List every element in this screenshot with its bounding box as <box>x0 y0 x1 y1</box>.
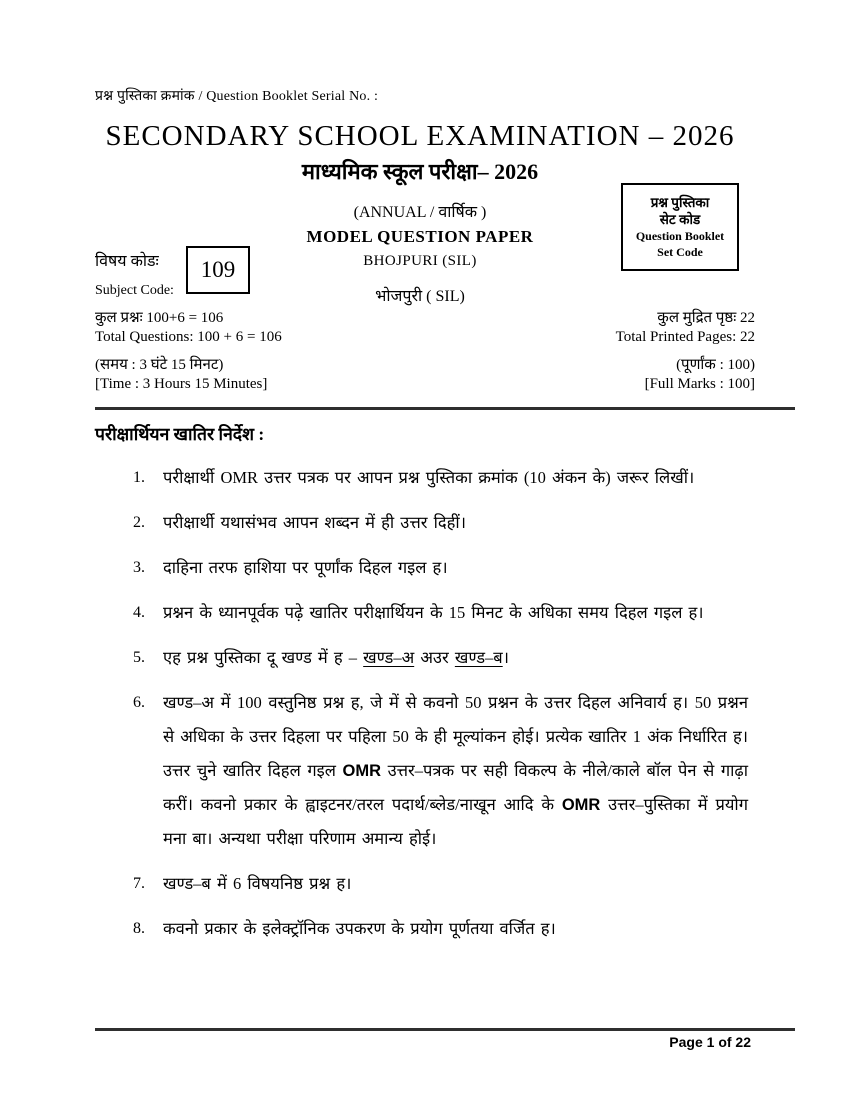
instruction-text <box>163 551 748 585</box>
instruction-text <box>163 461 748 495</box>
time-hindi: (समय : 3 घंटे 15 मिनट) <box>95 357 224 373</box>
subject-code-label-english: Subject Code: <box>95 283 174 298</box>
instruction-text-segment: खण्ड–अ में 100 वस्तुनिष्ठ प्रश्न ह, जे में से कवनो 50 प्रश्नन के उत्तर दिहल अनिवार्य ह। 50 प्रश्नन से अधिका के उत्तर दिहला पर पहिला 50 के ही मूल्यांकन होई। प्रत्येक खातिर 1 अंक निर्धारित ह। उत्तर चुने खातिर दिहल गइल <box>163 693 748 780</box>
instruction-text-segment: उत्तर–पुस्तिका में प्रयोग मना बा। अन्यथा परीक्षा परिणाम अमान्य होई। <box>163 795 748 848</box>
paper-type-title: MODEL QUESTION PAPER <box>306 227 534 246</box>
instruction-number: 1. <box>133 469 145 486</box>
instruction-number: 6. <box>133 694 145 711</box>
full-marks-hindi: (पूर्णांक : 100) <box>676 357 755 373</box>
time-english: [Time : 3 Hours 15 Minutes] <box>95 376 268 392</box>
instruction-item <box>95 641 748 675</box>
exam-title-english: SECONDARY SCHOOL EXAMINATION – 2026 <box>105 120 735 152</box>
page-number-label: Page 1 of 22 <box>669 1034 751 1050</box>
instruction-text <box>163 867 748 901</box>
set-code-box-line3: Question Booklet <box>635 228 725 243</box>
full-marks-english: [Full Marks : 100] <box>644 376 755 392</box>
instruction-text-segment: परीक्षार्थी यथासंभव आपन शब्दन में ही उत्तर दिहीं। <box>163 513 466 532</box>
instruction-item <box>95 596 748 630</box>
footer-divider-rule <box>95 1028 795 1031</box>
instruction-text-segment: खण्ड–ब में 6 विषयनिष्ठ प्रश्न ह। <box>163 874 352 893</box>
set-code-box-line2: सेट कोड <box>659 212 701 228</box>
subject-code-label-hindi: विषय कोडः <box>95 253 159 270</box>
annual-line: (ANNUAL / वार्षिक ) <box>353 204 487 221</box>
instruction-item <box>95 506 748 540</box>
instruction-item <box>95 867 748 901</box>
instruction-text <box>163 506 748 540</box>
instruction-text-segment: OMR <box>342 762 381 780</box>
instruction-text <box>163 686 748 856</box>
instruction-item <box>95 912 748 946</box>
instruction-item <box>95 461 748 495</box>
instruction-text-segment: अउर <box>414 648 455 667</box>
instruction-text-segment: उत्तर–पत्रक पर सही विकल्प के नीले/काले बॉल पेन से गाढ़ा करीं। कवनो प्रकार के ह्वाइटनर/तरल पदार्थ/ब्लेड/नाखून आदि के <box>163 761 748 814</box>
instruction-text-segment: एह प्रश्न पुस्तिका दू खण्ड में ह – <box>163 648 364 667</box>
instruction-text-segment: खण्ड–ब <box>454 648 503 667</box>
total-pages-english: Total Printed Pages: 22 <box>615 329 755 345</box>
instruction-number: 3. <box>133 559 145 576</box>
instruction-number: 5. <box>133 649 145 666</box>
info-row-totals-hindi <box>95 307 755 327</box>
exam-title-hindi: माध्यमिक स्कूल परीक्षा– 2026 <box>301 159 539 184</box>
set-code-box-line1: प्रश्न पुस्तिका <box>650 194 710 210</box>
instruction-number: 2. <box>133 514 145 531</box>
instruction-text <box>163 596 748 630</box>
booklet-serial-label: प्रश्न पुस्तिका क्रमांक / Question Booklet Serial No. : <box>95 89 379 104</box>
instruction-number: 4. <box>133 604 145 621</box>
instruction-number: 8. <box>133 920 145 937</box>
instructions-heading: परीक्षार्थियन खातिर निर्देश : <box>95 424 265 444</box>
info-row-totals-english <box>95 329 755 346</box>
total-questions-hindi: कुल प्रश्नः 100+6 = 106 <box>95 310 224 326</box>
instruction-text-segment: दाहिना तरफ हाशिया पर पूर्णांक दिहल गइल ह। <box>163 558 448 577</box>
total-questions-english: Total Questions: 100 + 6 = 106 <box>95 329 282 345</box>
subject-name-hindi: भोजपुरी ( SIL) <box>375 288 465 305</box>
instruction-item <box>95 551 748 585</box>
total-pages-hindi: कुल मुद्रित पृष्ठः 22 <box>657 310 755 326</box>
instruction-text-segment: । <box>502 648 509 667</box>
instructions-list <box>95 461 748 946</box>
header-divider-rule <box>95 407 795 410</box>
info-row-time-hindi <box>95 354 755 374</box>
set-code-box-line4: Set Code <box>657 244 703 259</box>
instruction-number: 7. <box>133 875 145 892</box>
info-row-time-english <box>95 376 755 393</box>
instruction-text-segment: OMR <box>561 796 601 814</box>
instruction-text-segment: प्रश्नन के ध्यानपूर्वक पढ़े खातिर परीक्षार्थियन के 15 मिनट के अधिका समय दिहल गइल ह। <box>163 603 704 622</box>
instruction-item <box>95 686 748 856</box>
instruction-text-segment: कवनो प्रकार के इलेक्ट्रॉनिक उपकरण के प्रयोग पूर्णतया वर्जित ह। <box>163 919 556 938</box>
instruction-text <box>163 912 748 946</box>
instruction-text-segment: खण्ड–अ <box>363 648 415 667</box>
subject-code-box: 109 <box>186 246 250 294</box>
instruction-text-segment: परीक्षार्थी OMR उत्तर पत्रक पर आपन प्रश्न पुस्तिका क्रमांक (10 अंकन के) जरूर लिखीं। <box>163 468 695 487</box>
subject-name-english: BHOJPURI (SIL) <box>363 253 477 269</box>
instructions-section <box>95 422 748 957</box>
instruction-text <box>163 641 748 675</box>
